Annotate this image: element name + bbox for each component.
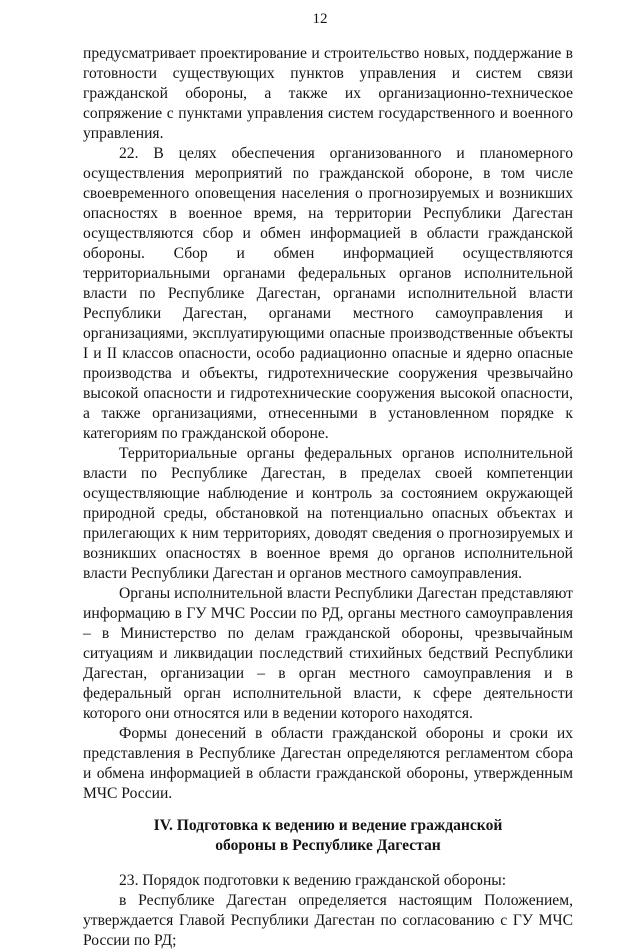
page-number: 12 bbox=[312, 11, 328, 27]
paragraph-clause-22: 22. В целях обеспечения организованного и планомерного осуществления мероприятий по гражданской обороне, в том числе своевременного оповещения населения о прогнозируемых и возникших опасностях в военное время, на территории Республики Дагестан осуществляются сбор и обмен информацией в области гражданской обороны. Сбор и обмен информацией осуществляются территориальными органами федеральных органов исполнительной власти по Республике Дагестан, органами исполнительной власти Республики Дагестан, органами местного самоуправления и организациями, эксплуатирующими опасные производственные объекты I и II классов опасности, особо радиационно опасные и ядерно опасные производства и объекты, гидротехнические сооружения чрезвычайно высокой опасности и гидротехнические сооружения высокой опасности, а также организациями, отнесенными в установленном порядке к категориям по гражданской обороне. bbox=[83, 145, 573, 442]
paragraph-clause-23-item: в Республике Дагестан определяется настоящим Положением, утверждается Главой Республики Дагестан по согласованию с ГУ МЧС России по РД; bbox=[83, 892, 573, 949]
paragraph-territorial-bodies: Территориальные органы федеральных органов исполнительной власти по Республике Дагестан, в пределах своей компетенции осуществляющие наблюдение и контроль за состоянием окружающей природной среды, обстановкой на потенциально опасных объектах и прилегающих к ним территориях, доводят сведения о прогнозируемых и возникших опасностях в военное время до органов исполнительной власти Республики Дагестан и органов местного самоуправления. bbox=[83, 445, 573, 582]
paragraph-clause-23: 23. Порядок подготовки к ведению гражданской обороны: bbox=[119, 872, 507, 889]
section-heading bbox=[83, 816, 573, 856]
paragraph-report-forms: Формы донесений в области гражданской обороны и сроки их представления в Республике Дагестан определяются регламентом сбора и обмена информацией в области гражданской обороны, утвержденным МЧС России. bbox=[83, 725, 573, 802]
document-body bbox=[83, 44, 573, 951]
section-heading-line-1: IV. Подготовка к ведению и ведение гражданской bbox=[153, 817, 503, 834]
section-heading-line-2: обороны в Республике Дагестан bbox=[215, 837, 441, 854]
paragraph-executive-bodies: Органы исполнительной власти Республики Дагестан представляют информацию в ГУ МЧС России по РД, органы местного самоуправления – в Министерство по делам гражданской обороны, чрезвычайным ситуациям и ликвидации последствий стихийных бедствий Республики Дагестан, организации – в орган местного самоуправления и в федеральный орган исполнительной власти, к сфере деятельности которого они относятся или в ведении которого находятся. bbox=[83, 585, 573, 722]
paragraph-continuation: предусматривает проектирование и строительство новых, поддержание в готовности существующих пунктов управления и систем связи гражданской обороны, а также их организационно-техническое сопряжение с пунктами управления систем государственного и военного управления. bbox=[83, 45, 573, 142]
